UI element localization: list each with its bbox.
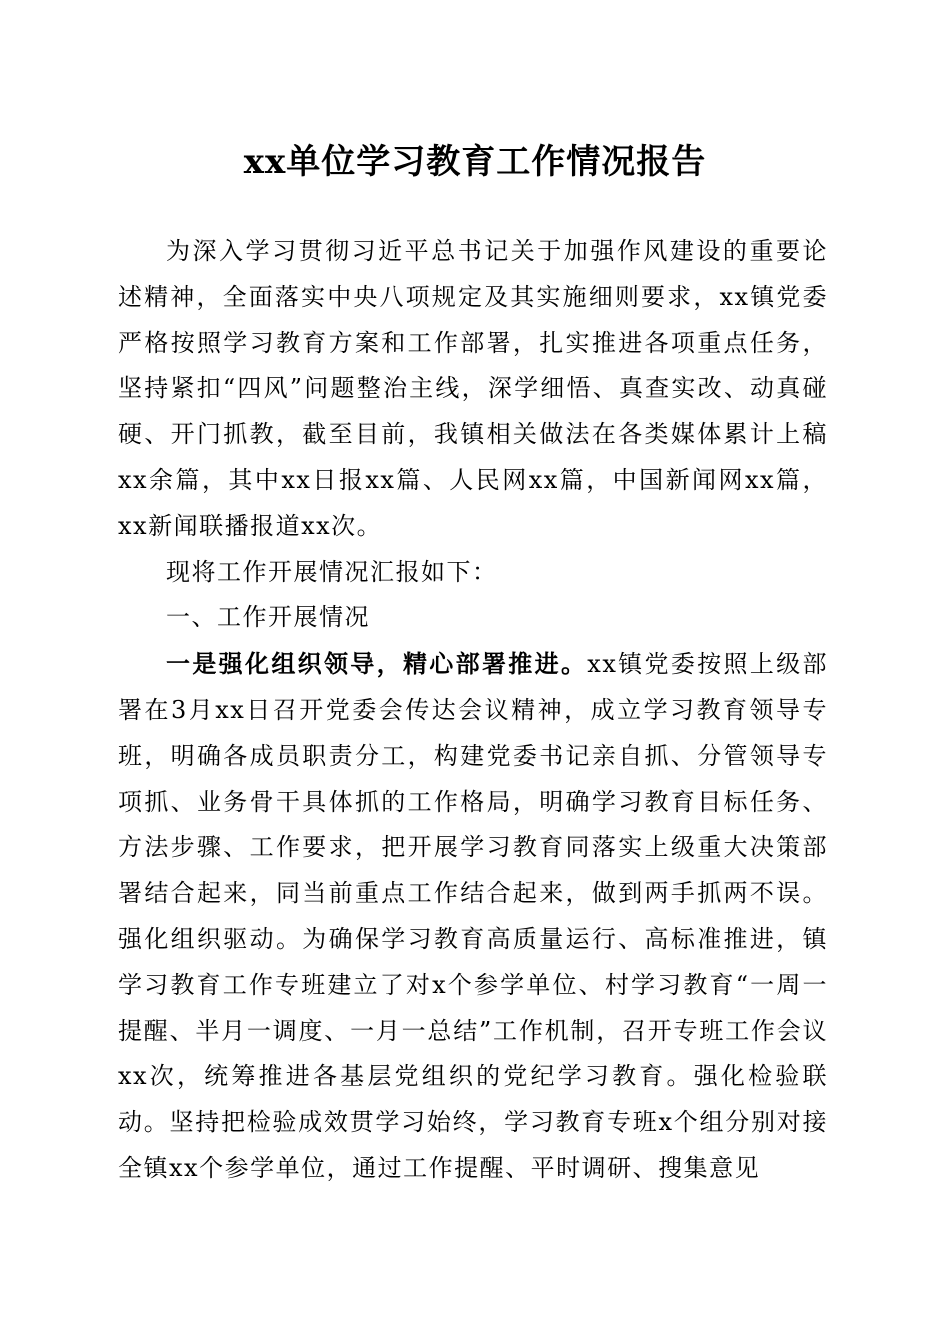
section-paragraph bbox=[118, 641, 828, 1192]
intro-paragraph: 为深入学习贯彻习近平总书记关于加强作风建设的重要论述精神，全面落实中央八项规定及其实施细则要求，xx镇党委严格按照学习教育方案和工作部署，扎实推进各项重点任务，坚持紧扣“四风”问题整治主线，深学细悟、真查实改、动真碰硬、开门抓教，截至目前，我镇相关做法在各类媒体累计上稿xx余篇，其中xx日报xx篇、人民网xx篇，中国新闻网xx篇，xx新闻联播报道xx次。 bbox=[118, 237, 828, 540]
section-heading: 一、工作开展情况 bbox=[166, 603, 370, 632]
paragraph-body-text: xx镇党委按照上级部署在3月xx日召开党委会传达会议精神，成立学习教育领导专班，明确各成员职责分工，构建党委书记亲自抓、分管领导专项抓、业务骨干具体抓的工作格局，明确学习教育目标任务、方法步骤、工作要求，把开展学习教育同落实上级重大决策部署结合起来，同当前重点工作结合起来，做到两手抓两不误。强化组织驱动。为确保学习教育高质量运行、高标准推进，镇学习教育工作专班建立了对x个参学单位、村学习教育“一周一提醒、半月一调度、一月一总结”工作机制，召开专班工作会议xx次，统筹推进各基层党组织的党纪学习教育。强化检验联动。坚持把检验成效贯学习始终，学习教育专班x个组分别对接全镇xx个参学单位，通过工作提醒、平时调研、搜集意见 bbox=[118, 650, 828, 1182]
document-title: xx单位学习教育工作情况报告 bbox=[243, 142, 707, 182]
report-intro-line: 现将工作开展情况汇报如下： bbox=[166, 557, 498, 586]
document-body bbox=[118, 229, 828, 1192]
paragraph-lead-sentence: 一是强化组织领导，精心部署推进。 bbox=[166, 649, 588, 679]
